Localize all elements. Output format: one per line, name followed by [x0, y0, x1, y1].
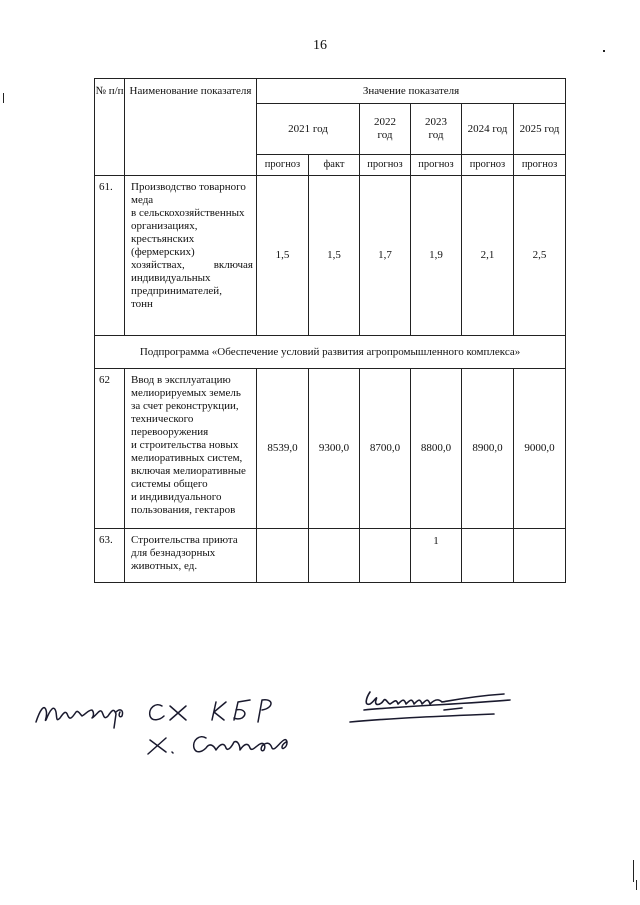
- table-row: [95, 529, 566, 583]
- value-cell: 1,9: [411, 176, 462, 336]
- header-year-2022: [360, 104, 411, 155]
- name-line: технического: [131, 412, 194, 425]
- scan-mark: [633, 860, 634, 882]
- value-cell: 2,1: [462, 176, 514, 336]
- header-year-2023: [411, 104, 462, 155]
- name-line: в сельскохозяйственных: [131, 206, 245, 219]
- value-cell: [309, 529, 360, 583]
- name-line: организациях,: [131, 219, 198, 232]
- header-year-2021: 2021 год: [257, 104, 360, 155]
- name-line: тонн: [131, 297, 153, 310]
- header-kind: факт: [309, 155, 360, 176]
- value-cell: 9000,0: [514, 369, 566, 529]
- subprogram-row: [95, 336, 566, 369]
- value-cell: 9300,0: [309, 369, 360, 529]
- indicator-name: [125, 529, 257, 583]
- name-line: за счет реконструкции,: [131, 399, 239, 412]
- header-year-2022-line-1: 2022: [374, 116, 396, 129]
- name-line: Производство товарного: [131, 181, 246, 193]
- name-line: пользования, гектаров: [131, 503, 236, 516]
- value-cell: [360, 529, 411, 583]
- header-name: Наименование показателя: [125, 79, 257, 176]
- table-row: [95, 176, 566, 336]
- header-kind: прогноз: [360, 155, 411, 176]
- value-cell: 8700,0: [360, 369, 411, 529]
- value-cell: 1,5: [309, 176, 360, 336]
- name-line: Строительства приюта: [131, 534, 238, 546]
- value-cell: 1,5: [257, 176, 309, 336]
- header-year-2024: 2024 год: [462, 104, 514, 155]
- name-line: для безнадзорных: [131, 546, 216, 559]
- header-year-2023-line-2: год: [428, 129, 444, 141]
- name-line: меда: [131, 193, 154, 206]
- header-kind: прогноз: [462, 155, 514, 176]
- header-year-2025: 2025 год: [514, 104, 566, 155]
- value-cell: [257, 529, 309, 583]
- scan-mark: [603, 50, 605, 52]
- subprogram-title: Подпрограмма «Обеспечение условий развития агропромышленного комплекса»: [95, 336, 566, 369]
- header-kind: прогноз: [257, 155, 309, 176]
- name-line: перевооружения: [131, 425, 209, 438]
- scan-mark: [3, 93, 4, 103]
- name-line: хозяйствах, включая: [131, 258, 253, 271]
- value-cell: 8539,0: [257, 369, 309, 529]
- name-line: системы общего: [131, 477, 208, 490]
- header-year-2023-line-1: 2023: [425, 116, 447, 129]
- name-line: и строительства новых: [131, 438, 239, 451]
- indicator-name: [125, 176, 257, 336]
- value-cell: [514, 529, 566, 583]
- table-row: [95, 369, 566, 529]
- row-number: 62: [95, 369, 125, 529]
- handwritten-signature-block: [30, 680, 330, 760]
- row-number: 61.: [95, 176, 125, 336]
- indicator-name: [125, 369, 257, 529]
- value-cell: 2,5: [514, 176, 566, 336]
- header-value-group: Значение показателя: [257, 79, 566, 104]
- indicators-table: [94, 78, 566, 583]
- value-cell: 8800,0: [411, 369, 462, 529]
- name-line: мелиоративных систем,: [131, 451, 243, 464]
- value-cell: 1,7: [360, 176, 411, 336]
- name-line: включая мелиоративные: [131, 464, 246, 477]
- header-num: № п/п: [95, 79, 125, 176]
- header-year-2022-line-2: год: [377, 129, 393, 141]
- signature-scribble: [344, 684, 534, 734]
- name-line: предпринимателей,: [131, 284, 222, 297]
- name-line: крестьянских: [131, 232, 195, 245]
- value-cell: 1: [411, 529, 462, 583]
- value-cell: 8900,0: [462, 369, 514, 529]
- page-number: 16: [313, 38, 327, 53]
- name-line: и индивидуального: [131, 490, 222, 503]
- header-kind: прогноз: [514, 155, 566, 176]
- value-cell: [462, 529, 514, 583]
- name-line: (фермерских): [131, 245, 195, 258]
- name-line: мелиорируемых земель: [131, 386, 241, 399]
- header-kind: прогноз: [411, 155, 462, 176]
- row-number: 63.: [95, 529, 125, 583]
- name-line: животных, ед.: [131, 559, 198, 572]
- scan-mark: [636, 880, 637, 890]
- name-line: Ввод в эксплуатацию: [131, 374, 231, 386]
- name-line: индивидуальных: [131, 271, 211, 284]
